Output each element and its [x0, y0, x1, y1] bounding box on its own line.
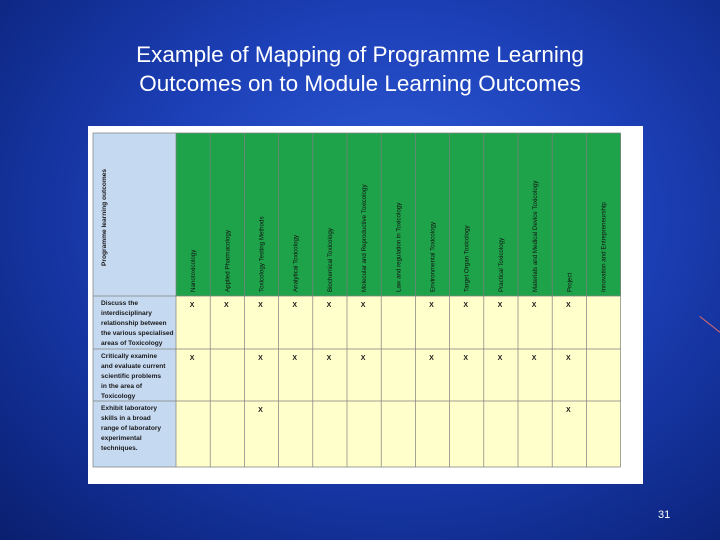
- slide-title: [0, 40, 720, 98]
- mapping-cell: [176, 401, 210, 467]
- outcome-text: and evaluate current: [101, 363, 166, 370]
- mapping-table-image: [88, 126, 643, 484]
- module-header-text: Project: [566, 272, 574, 292]
- module-header-text: Innovation and Entrepreneurship: [600, 202, 608, 292]
- slide-title-line-1: Example of Mapping of Programme Learning: [136, 42, 584, 67]
- mapping-mark: X: [360, 355, 366, 362]
- outcome-text: Exhibit laboratory: [101, 405, 158, 412]
- outcome-text: Toxicology: [101, 393, 136, 400]
- mapping-cell: [415, 401, 449, 467]
- module-header-text: Biochemical Toxicology: [326, 228, 334, 292]
- module-header-text: Analytical Toxicology: [292, 235, 300, 292]
- corner-header-text: Programme learning outcomes: [101, 168, 108, 266]
- module-header-text: Target Organ Toxicology: [463, 225, 471, 292]
- mapping-mark: X: [326, 355, 332, 362]
- module-header-text: Environmental Toxicology: [429, 221, 437, 292]
- module-header-text: Materials and Medical Device Toxicology: [532, 180, 540, 292]
- mapping-mark: X: [565, 302, 571, 309]
- slide-title-line-2: Outcomes on to Module Learning Outcomes: [139, 71, 581, 96]
- mapping-mark: X: [497, 355, 503, 362]
- slide-number: 31: [658, 509, 671, 521]
- outcome-text: range of laboratory: [101, 425, 162, 432]
- mapping-mark: X: [531, 302, 537, 309]
- mapping-mark: X: [565, 407, 571, 414]
- mapping-cell: [450, 401, 484, 467]
- module-header-text: Applied Pharmacology: [224, 230, 232, 292]
- mapping-mark: X: [360, 302, 366, 309]
- mapping-cell: [586, 401, 620, 467]
- module-header-text: Law and regulation in Toxicology: [395, 202, 403, 292]
- outcome-text: skills in a broad: [101, 415, 151, 422]
- mapping-mark: X: [292, 355, 298, 362]
- mapping-cell: [347, 401, 381, 467]
- module-header-text: Nanotoxicology: [190, 249, 198, 292]
- mapping-cell: [210, 401, 244, 467]
- mapping-mark: X: [463, 355, 469, 362]
- mapping-cell: [586, 349, 620, 401]
- decorative-line: [699, 316, 720, 339]
- mapping-mark: X: [429, 302, 434, 309]
- mapping-mark: X: [565, 355, 571, 362]
- mapping-cell: [381, 401, 415, 467]
- mapping-cell: [210, 349, 244, 401]
- outcome-text: the various specialised: [101, 330, 174, 337]
- outcome-text: techniques.: [101, 445, 138, 452]
- mapping-mark: X: [292, 302, 298, 309]
- module-header-cell: [552, 133, 586, 296]
- mapping-cell: [381, 349, 415, 401]
- module-header-text: Molecular and Reproductive Toxicology: [361, 184, 369, 292]
- mapping-mark: X: [258, 355, 263, 362]
- outcome-text: areas of Toxicology: [101, 340, 163, 347]
- mapping-mark: X: [531, 355, 537, 362]
- outcome-text: experimental: [101, 435, 142, 442]
- mapping-cell: [279, 401, 313, 467]
- mapping-mark: X: [429, 355, 434, 362]
- outcome-text: relationship between: [101, 320, 167, 327]
- outcome-text: scientific problems: [101, 373, 162, 380]
- mapping-mark: X: [258, 302, 263, 309]
- mapping-mark: X: [497, 302, 503, 309]
- mapping-cell: [313, 401, 347, 467]
- mapping-cell: [381, 296, 415, 349]
- mapping-mark: X: [258, 407, 263, 414]
- mapping-cell: [586, 296, 620, 349]
- mapping-mark: X: [223, 302, 229, 309]
- outcome-text: interdisciplinary: [101, 310, 152, 317]
- mapping-cell: [518, 401, 552, 467]
- outcome-text: Discuss the: [101, 300, 139, 307]
- mapping-mark: X: [326, 302, 332, 309]
- mapping-table: [88, 126, 643, 484]
- mapping-mark: X: [463, 302, 469, 309]
- outcome-text: Critically examine: [101, 353, 158, 360]
- module-header-text: Toxicology Testing Methods: [258, 216, 266, 292]
- outcome-text: in the area of: [101, 383, 143, 390]
- mapping-mark: X: [189, 355, 195, 362]
- mapping-cell: [484, 401, 518, 467]
- module-header-text: Practical Toxicology: [497, 237, 505, 292]
- mapping-mark: X: [189, 302, 195, 309]
